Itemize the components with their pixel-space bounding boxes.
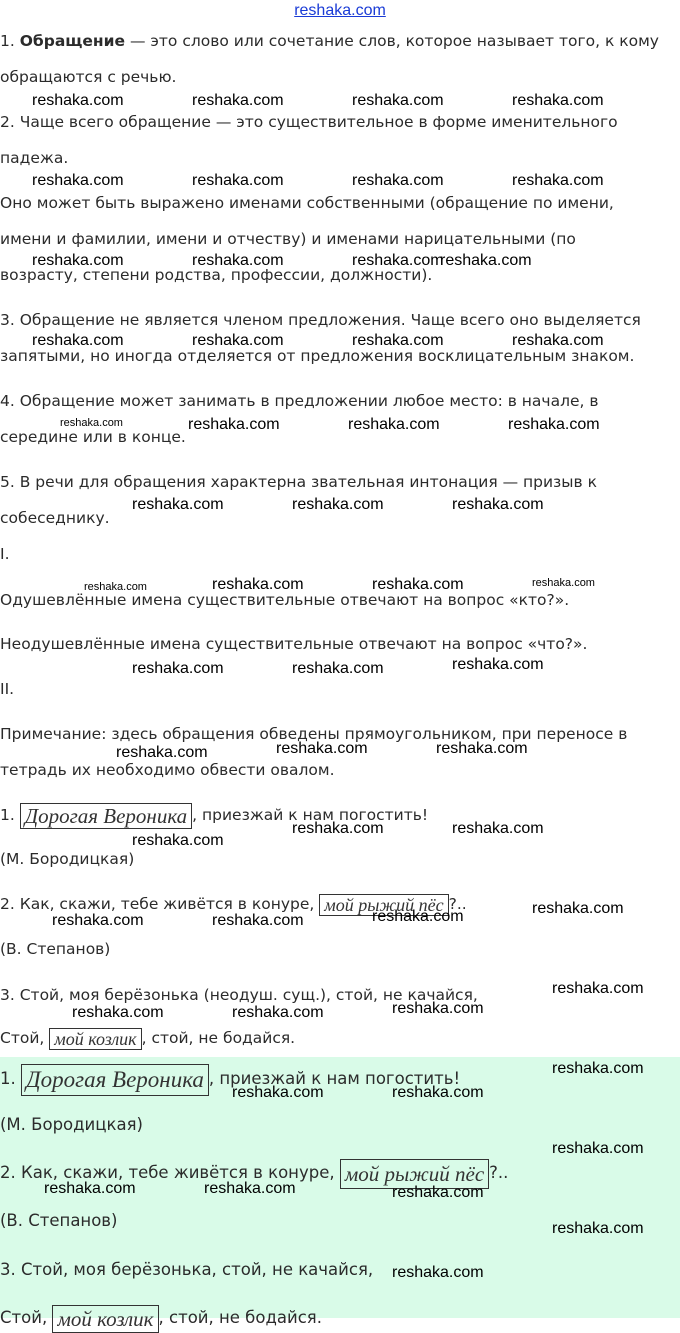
watermark: reshaka.com — [52, 912, 144, 929]
p1-term: Обращение — [19, 32, 126, 50]
watermark: reshaka.com — [552, 1220, 644, 1237]
watermark: reshaka.com — [132, 832, 224, 849]
watermark: reshaka.com — [532, 900, 624, 917]
watermark: reshaka.com — [276, 740, 368, 757]
answer-1-author: (М. Бородицкая) — [0, 1115, 143, 1134]
sentence-2-prefix: 2. Как, скажи, тебе живётся в конуре, — [0, 895, 320, 913]
sentence-2-author: (В. Степанов) — [0, 940, 111, 958]
sentence-1-suffix: , приезжай к нам погостить! — [192, 806, 429, 824]
watermark: reshaka.com — [452, 496, 544, 513]
watermark: reshaka.com — [392, 1184, 484, 1201]
watermark: reshaka.com — [116, 744, 208, 761]
answer-2-prefix: 2. Как, скажи, тебе живётся в конуре, — [0, 1163, 340, 1182]
watermark: reshaka.com — [292, 820, 384, 837]
answer-address-box: Дорогая Вероника — [21, 1064, 209, 1096]
section-2-label: II. — [0, 680, 15, 698]
watermark: reshaka.com — [372, 576, 464, 593]
watermark: reshaka.com — [452, 656, 544, 673]
answer-2-author: (В. Степанов) — [0, 1211, 118, 1230]
watermark: reshaka.com — [392, 1264, 484, 1281]
note-line1: Примечание: здесь обращения обведены прямоугольником, при переносе в — [0, 725, 628, 743]
answer-address-box: мой козлик — [52, 1305, 158, 1333]
watermark: reshaka.com — [512, 332, 604, 349]
watermark: reshaka.com — [292, 660, 384, 677]
answer-sentence-3-line1: 3. Стой, моя берёзонька, стой, не качайся, — [0, 1260, 374, 1279]
theory-p1 — [0, 31, 659, 51]
theory-p2-line2: падежа. — [0, 149, 69, 167]
watermark: reshaka.com — [392, 1000, 484, 1017]
address-box: Дорогая Вероника — [20, 803, 192, 829]
sentence-3-prefix: Стой, — [0, 1029, 50, 1047]
answer-3-suffix: , стой, не бодайся. — [158, 1308, 322, 1327]
exercise-sentence-3-line1: 3. Стой, моя берёзонька (неодуш. сущ.), стой, не качайся, — [0, 986, 478, 1004]
theory-p3-line2: имени и фамилии, имени и отчеству) и именами нарицательными (по — [0, 230, 576, 248]
watermark: reshaka.com — [512, 172, 604, 189]
watermark: reshaka.com — [32, 92, 124, 109]
theory-p2-line1: 2. Чаще всего обращение — это существительное в форме именительного — [0, 113, 618, 131]
watermark: reshaka.com — [392, 1084, 484, 1101]
answer-3-prefix: Стой, — [0, 1308, 53, 1327]
watermark: reshaka.com — [212, 912, 304, 929]
watermark: reshaka.com — [348, 416, 440, 433]
theory-p6-line1: 5. В речи для обращения характерна звательная интонация — призыв к — [0, 473, 597, 491]
watermark: reshaka.com — [192, 92, 284, 109]
p1-number: 1. — [0, 32, 15, 50]
theory-p3-line3: возрасту, степени родства, профессии, должности). — [0, 266, 433, 284]
watermark: reshaka.com — [44, 1180, 136, 1197]
answer-address-box: мой рыжий пёс — [340, 1159, 489, 1189]
answer-sentence-3-line2 — [0, 1304, 322, 1333]
watermark: reshaka.com — [232, 1004, 324, 1021]
theory-p4-line1: 3. Обращение не является членом предложения. Чаще всего оно выделяется — [0, 311, 641, 329]
note-line2: тетрадь их необходимо обвести овалом. — [0, 761, 335, 779]
watermark: reshaka.com — [552, 1140, 644, 1157]
sentence-3-suffix: , стой, не бодайся. — [141, 1029, 296, 1047]
watermark: reshaka.com — [72, 1004, 164, 1021]
watermark: reshaka.com — [132, 496, 224, 513]
watermark: reshaka.com — [352, 172, 444, 189]
watermark: reshaka.com — [188, 416, 280, 433]
watermark: reshaka.com — [512, 92, 604, 109]
watermark: reshaka.com — [532, 577, 595, 589]
theory-p4-line2: запятыми, но иногда отделяется от предложения восклицательным знаком. — [0, 347, 635, 365]
theory-p5-line1: 4. Обращение может занимать в предложении любое место: в начале, в — [0, 392, 599, 410]
watermark: reshaka.com — [452, 820, 544, 837]
watermark: reshaka.com — [552, 1060, 644, 1077]
watermark: reshaka.com — [352, 252, 444, 269]
watermark: reshaka.com — [212, 576, 304, 593]
watermark: reshaka.com — [32, 332, 124, 349]
answer-1-suffix: , приезжай к нам погостить! — [208, 1069, 461, 1088]
watermark: reshaka.com — [372, 908, 464, 925]
watermark: reshaka.com — [32, 252, 124, 269]
watermark: reshaka.com — [192, 252, 284, 269]
theory-p3-line1: Оно может быть выражено именами собственными (обращение по имени, — [0, 194, 614, 212]
watermark: reshaka.com — [204, 1180, 296, 1197]
watermark: reshaka.com — [352, 332, 444, 349]
sentence-2-suffix: ?.. — [448, 895, 467, 913]
section-1-line1: Одушевлённые имена существительные отвечают на вопрос «кто?». — [0, 591, 570, 609]
p1-definition: — это слово или сочетание слов, которое называет того, к кому — [125, 32, 659, 50]
watermark: reshaka.com — [192, 332, 284, 349]
address-box: мой рыжий пёс — [319, 894, 448, 916]
answer-2-suffix: ?.. — [489, 1163, 509, 1182]
watermark: reshaka.com — [436, 740, 528, 757]
theory-p1-line2: обращаются с речью. — [0, 68, 177, 86]
answer-1-prefix: 1. — [0, 1069, 21, 1088]
watermark: reshaka.com — [232, 1084, 324, 1101]
exercise-sentence-3-line2 — [0, 1026, 295, 1050]
section-1-label: I. — [0, 545, 10, 563]
watermark: reshaka.com — [352, 92, 444, 109]
watermark: reshaka.com — [32, 172, 124, 189]
site-link[interactable]: reshaka.com — [294, 2, 386, 19]
address-box: мой козлик — [49, 1028, 141, 1050]
watermark: reshaka.com — [60, 417, 123, 429]
theory-p6-line2: собеседнику. — [0, 509, 110, 527]
sentence-1-prefix: 1. — [0, 806, 20, 824]
watermark: reshaka.com — [508, 416, 600, 433]
watermark: reshaka.com — [292, 496, 384, 513]
watermark: reshaka.com — [84, 581, 147, 593]
sentence-1-author: (М. Бородицкая) — [0, 850, 135, 868]
watermark: reshaka.com — [192, 172, 284, 189]
section-1-line2: Неодушевлённые имена существительные отвечают на вопрос «что?». — [0, 635, 588, 653]
theory-p5-line2: середине или в конце. — [0, 428, 186, 446]
watermark: reshaka.com — [132, 660, 224, 677]
watermark: reshaka.com — [552, 980, 644, 997]
watermark: reshaka.com — [440, 252, 532, 269]
